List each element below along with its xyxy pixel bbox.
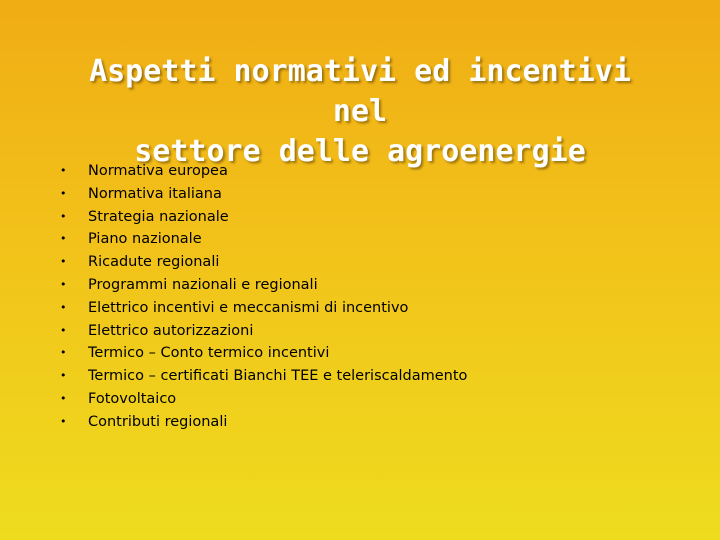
bullet-item-termico-conto (55, 342, 467, 365)
bullet-item-contributi (55, 411, 467, 434)
bullet-icon: • (60, 323, 67, 337)
bullet-icon: • (60, 346, 67, 360)
bullet-item-label: Elettrico autorizzazioni (88, 322, 254, 339)
bullet-item-label: Termico – certificati Bianchi TEE e teleriscaldamento (88, 368, 468, 385)
bullet-item-strategia-nazionale (55, 206, 467, 229)
bullet-item-label: Strategia nazionale (88, 208, 229, 225)
bullet-icon: • (60, 164, 67, 177)
bullet-icon: • (60, 277, 67, 291)
bullet-item-label: Fotovoltaico (88, 390, 177, 407)
bullet-icon: • (60, 300, 67, 314)
bullet-item-ricadute-regionali (55, 251, 467, 274)
bullet-item-fotovoltaico (55, 388, 467, 411)
bullet-item-label: Programmi nazionali e regionali (88, 276, 318, 293)
bullet-item-programmi (55, 274, 467, 297)
slide-title-line-2: settore delle agroenergie (134, 134, 586, 169)
bullet-icon: • (60, 391, 67, 405)
bullet-item-label: Termico – Conto termico incentivi (88, 345, 330, 362)
bullet-item-label: Normativa italiana (88, 185, 222, 202)
bullet-icon: • (60, 414, 67, 428)
slide-title (60, 52, 660, 172)
bullet-icon: • (60, 186, 67, 200)
bullet-icon: • (60, 232, 67, 246)
bullet-item-label: Contributi regionali (88, 413, 228, 430)
bullet-item-normativa-europea (55, 160, 467, 183)
bullet-icon: • (60, 369, 67, 383)
bullet-item-elettrico-autorizzazioni (55, 320, 467, 343)
bullet-item-normativa-italiana (55, 183, 467, 206)
bullet-item-termico-certificati (55, 365, 467, 388)
bullet-item-piano-nazionale (55, 228, 467, 251)
bullet-item-label: Ricadute regionali (88, 254, 220, 271)
bullet-item-label: Piano nazionale (88, 231, 202, 248)
bullet-list (55, 160, 467, 434)
bullet-item-elettrico-incentivi (55, 297, 467, 320)
bullet-icon: • (60, 255, 67, 269)
bullet-icon: • (60, 209, 67, 223)
slide-title-line-1: Aspetti normativi ed incentivi nel (89, 54, 631, 129)
bullet-item-label: Normativa europea (88, 163, 228, 179)
bullet-item-label: Elettrico incentivi e meccanismi di incentivo (88, 299, 409, 316)
